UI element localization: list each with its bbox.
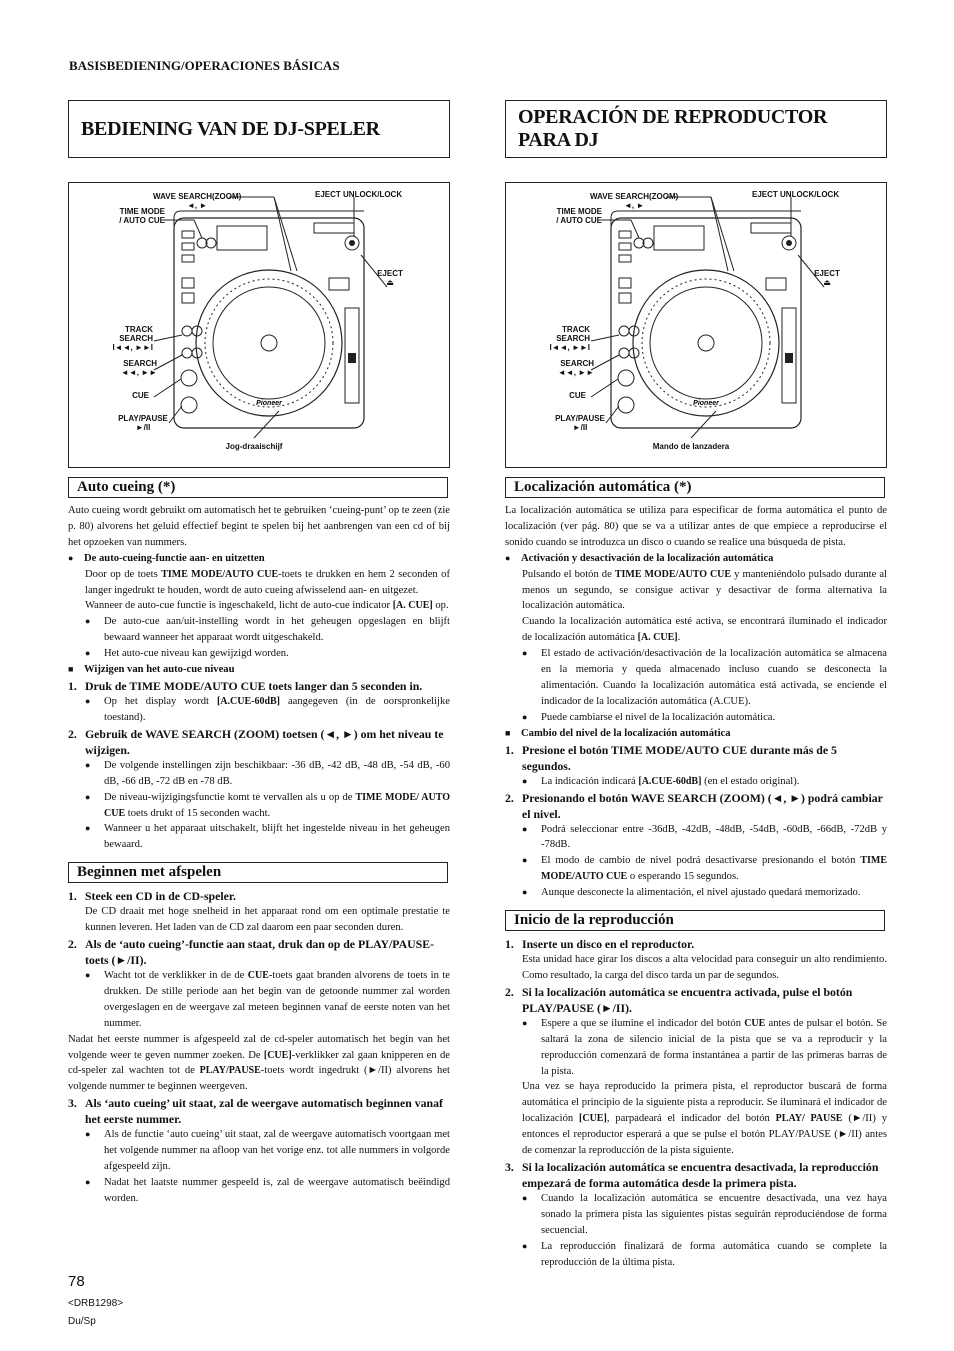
paragraph: Auto cueing wordt gebruikt om automatisch het te gebruiken ‘cueing-punt’ op te zeen (zie p. 80) alvorens het geluid effectief begint te spelen bij het aanbrengen van een cd of bij het opzoeken van nummers. [68, 505, 450, 548]
step: 1. Inserte un disco en el reproductor. [505, 937, 695, 952]
sub-bullet: ● De volgende instellingen zijn beschikbaar: -36 dB, -42 dB, -48 dB, -54 dB, -60 dB, -66 dB, -72 dB en -78 dB. [68, 758, 450, 790]
search-label: SEARCH [123, 359, 157, 368]
paragraph: Wanneer de auto-cue functie is ingeschakeld, licht de auto-cue indicator [A. CUE] op. [85, 600, 449, 612]
section-heading: Beginnen met afspelen [68, 862, 448, 883]
play-pause-label: PLAY/PAUSE [118, 414, 168, 423]
eject-label: EJECT [814, 269, 840, 278]
step: 2. Si la localización automática se encuentra activada, pulse el botón PLAY/PAUSE (►/II). [505, 984, 853, 1015]
time-mode-label: TIME MODE [119, 207, 165, 216]
track-search-label: SEARCH [119, 334, 153, 343]
play-pause-keys: ►/II [572, 423, 588, 432]
play-pause-label: PLAY/PAUSE [555, 414, 605, 423]
page-number: 78 [68, 1273, 85, 1290]
language-code: Du/Sp [68, 1316, 96, 1327]
svg-text:Pioneer: Pioneer [693, 400, 719, 407]
sub-bullet: ● De niveau-wijzigingsfunctie komt te vervallen als u op de TIME MODE/ AUTO CUE toets drukt of 15 seconden wacht. [68, 790, 450, 822]
auto-cue-label: / AUTO CUE [119, 216, 165, 225]
step: 2. Presionando el botón WAVE SEARCH (ZOOM) (◄, ►) podrá cambiar el nivel. [505, 790, 883, 821]
section-header: BASISBEDIENING/OPERACIONES BÁSICAS [69, 58, 340, 73]
step: 3. Als ‘auto cueing’ uit staat, zal de weergave automatisch beginnen vanaf het eerste nummer. [68, 1096, 443, 1127]
bullet-heading: ● De auto-cueing-functie aan- en uitzetten [68, 551, 450, 567]
jog-dial-label: Mando de lanzadera [652, 442, 730, 451]
svg-text:Pioneer: Pioneer [256, 400, 282, 407]
page-title: OPERACIÓN DE REPRODUCTOR PARA DJ [505, 100, 887, 158]
eject-symbol: ⏏ [386, 278, 394, 287]
wave-search-keys: ◄, ► [624, 201, 645, 210]
step: 2. Als de ‘auto cueing’-functie aan staat, druk dan op de PLAY/PAUSE-toets (►/II). [68, 937, 435, 968]
search-label: SEARCH [560, 359, 594, 368]
sub-bullet: ● El modo de cambio de nivel podrá desactivarse presionando el botón TIME MODE/AUTO CUE o esperando 15 segundos. [505, 853, 887, 885]
paragraph: Esta unidad hace girar los discos a alta velocidad para conseguir un alto rendimiento. Como resultado, la carga del disco tarda un par de segundos. [522, 954, 887, 981]
paragraph: Cuando la localización automática esté activa, se encontrará iluminado el indicador de localización automática [A. CUE]. [522, 616, 887, 644]
device-figure [68, 182, 450, 468]
sub-bullet: ● Wanneer u het apparaat uitschakelt, blijft het ingestelde niveau in het geheugen bewaard. [68, 821, 450, 853]
sub-bullet: ● Aunque desconecte la alimentación, el nivel ajustado quedará memorizado. [505, 885, 887, 901]
paragraph: Pulsando el botón de TIME MODE/AUTO CUE y manteniéndolo pulsado durante al menos un segundo, se consigue activar y desactivar de forma alternativa la localización automática. [522, 568, 887, 612]
subsection-heading: ■ Wijzigen van het auto-cue niveau [68, 662, 450, 678]
sub-bullet: ● Cuando la localización automática se encuentre desactivada, una vez haya sonado la primera pista las siguientes pistas seguirán reproduciéndose de forma secuencial. [505, 1191, 887, 1239]
cue-label: CUE [569, 391, 586, 400]
page-title: BEDIENING VAN DE DJ-SPELER [68, 100, 450, 158]
track-search-keys: I◄◄, ►►I [549, 343, 590, 352]
wave-search-keys: ◄, ► [187, 201, 208, 210]
track-label: TRACK [562, 325, 590, 334]
jog-dial-label: Jog-draaischijf [225, 442, 283, 451]
device-figure [505, 182, 887, 468]
column-spanish [505, 100, 887, 1271]
wave-search-label: WAVE SEARCH(ZOOM) [590, 192, 679, 201]
column-dutch [68, 100, 450, 1207]
paragraph: Una vez se haya reproducido la primera pista, el reproductor buscará de forma automática el principio de la siguiente pista a reproducir. Se iluminará el indicador de localización [CUE], parpadeará el indicador del botón PLAY/ PAUSE (►/II) y entonces el reproductor esperará a que se pulse el botón PLAY/PAUSE (►/II) antes de comenzar la reproducción de la pista siguiente. [522, 1081, 887, 1157]
subsection-heading: ■ Cambio del nivel de la localización automática [505, 726, 887, 742]
section-heading: Inicio de la reproducción [505, 910, 885, 931]
step: 1. Presione el botón TIME MODE/AUTO CUE durante más de 5 segundos. [505, 742, 837, 773]
sub-bullet: ● Nadat het laatste nummer gespeeld is, zal de weergave automatisch beëindigd worden. [68, 1175, 450, 1207]
step: 3. Si la localización automática se encuentra desactivada, la reproducción empezará de forma automática desde la primera pista. [505, 1160, 879, 1190]
sub-bullet: ● Espere a que se ilumine el indicador del botón CUE antes de pulsar el botón. Se saltará la zona de silencio inicial de la pista que se va a reproducir y la reproducción comenzará de forma instantánea a partir de las primeras barras de la pista. [505, 1016, 887, 1080]
time-mode-label: TIME MODE [556, 207, 602, 216]
eject-symbol: ⏏ [823, 278, 831, 287]
track-search-label: SEARCH [556, 334, 590, 343]
play-pause-keys: ►/II [135, 423, 151, 432]
doc-code: <DRB1298> [68, 1298, 124, 1309]
auto-cue-label: / AUTO CUE [556, 216, 602, 225]
cue-label: CUE [132, 391, 149, 400]
paragraph: Door op de toets TIME MODE/AUTO CUE-toets te drukken en hem 2 seconden of langer ingedrukt te houden, wordt de auto cueing afwisselend aan- en uitgezet. [85, 568, 450, 596]
track-search-keys: I◄◄, ►►I [112, 343, 153, 352]
wave-search-label: WAVE SEARCH(ZOOM) [153, 192, 242, 201]
eject-label: EJECT [377, 269, 403, 278]
sub-bullet: ● Op het display wordt [A.CUE-60dB] aangegeven (in de oorspronkelijke toestand). [68, 694, 450, 726]
paragraph: De CD draait met hoge snelheid in het apparaat rond om een optimale prestatie te kunnen leveren. Het laden van de CD zal daarom een paar seconden duren. [85, 906, 450, 934]
sub-bullet: ● La reproducción finalizará de forma automática cuando se complete la reproducción de la última pista. [505, 1239, 887, 1271]
search-keys: ◄◄, ►► [557, 368, 594, 377]
eject-unlock-label: EJECT UNLOCK/LOCK [752, 190, 840, 199]
eject-unlock-label: EJECT UNLOCK/LOCK [315, 190, 403, 199]
paragraph: La localización automática se utiliza para especificar de forma automática el punto de localización (ver pág. 80) que se va a utilizar antes de que empiece a reproducirse el sonido cuando se introduzca un disco o cuando se realice una búsqueda de pista. [505, 505, 887, 548]
sub-bullet: ● Podrá seleccionar entre -36dB, -42dB, -48dB, -54dB, -60dB, -66dB, -72dB y -78dB. [505, 822, 887, 854]
sub-bullet: ● Als de functie ‘auto cueing’ uit staat, zal de weergave automatisch voortgaan met het volgende nummer na afloop van het vorige enz. tot alle nummers in volgorde afgespeeld zijn. [68, 1127, 450, 1175]
track-label: TRACK [125, 325, 153, 334]
sub-bullet: ● El estado de activación/desactivación de la localización automática se almacena en la memoria y queda almacenado incluso cuando se desconecta la alimentación. Cuando la localización automática está activada, se enciende el indicador de la localización automática (A.CUE). [505, 646, 887, 710]
sub-bullet: ● Puede cambiarse el nivel de la localización automática. [505, 710, 887, 726]
sub-bullet: ● Wacht tot de verklikker in de de CUE-toets gaat branden alvorens de toets in te drukken. De stille periode aan het begin van de getoonde nummer zal worden overgeslagen en de weergave zal meteen beginnen vanaf de eerste noten van het nummer. [68, 968, 450, 1032]
bullet-heading: ● Activación y desactivación de la localización automática [505, 551, 887, 567]
step: 2. Gebruik de WAVE SEARCH (ZOOM) toetsen (◄, ►) om het niveau te wijzigen. [68, 726, 444, 757]
section-heading: Auto cueing (*) [68, 477, 448, 498]
section-heading: Localización automática (*) [505, 477, 885, 498]
paragraph: Nadat het eerste nummer is afgespeeld zal de cd-speler automatisch het begin van het volgende weer te geven nummer zoeken. De [CUE]-verklikker zal gaan knipperen en de cd-speler zal wachten tot de PLAY/PAUSE-toets wordt ingedrukt (►/II) alvorens het volgende nummer te beginnen weergeven. [68, 1033, 450, 1093]
sub-bullet: ● De auto-cue aan/uit-instelling wordt in het geheugen opgeslagen en blijft bewaard wanneer het apparaat wordt uitgeschakeld. [68, 614, 450, 646]
sub-bullet: ● Het auto-cue niveau kan gewijzigd worden. [68, 646, 450, 662]
step: 1. Steek een CD in de CD-speler. [68, 889, 236, 904]
search-keys: ◄◄, ►► [120, 368, 157, 377]
step: 1. Druk de TIME MODE/AUTO CUE toets langer dan 5 seconden in. [68, 678, 423, 693]
sub-bullet: ● La indicación indicará [A.CUE-60dB] (en el estado original). [505, 774, 887, 790]
